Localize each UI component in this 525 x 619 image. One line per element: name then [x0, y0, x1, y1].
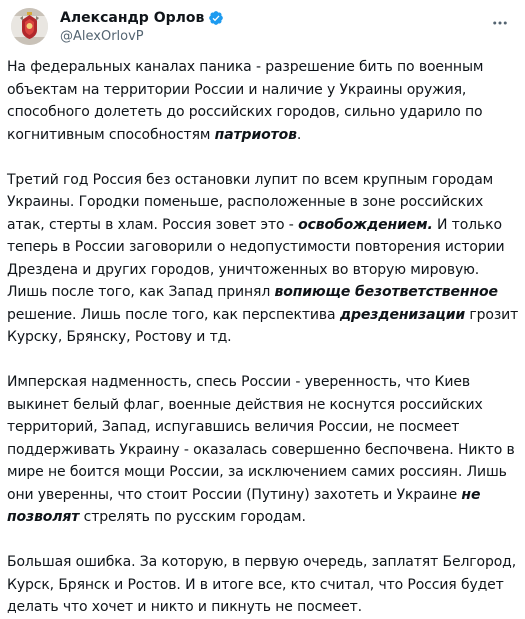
- text-segment: стрелять по русским городам.: [79, 509, 306, 525]
- text-segment: Третий год Россия без остановки лупит по всем крупным городам Украины. Городки поменьше, расположенные в зоне российских атак, стерты в хлам. Россия зовет это -: [7, 171, 494, 233]
- tweet-header: [0, 0, 525, 56]
- author-handle[interactable]: @AlexOrlovP: [60, 29, 144, 44]
- paragraph-2: [7, 169, 519, 349]
- paragraph-4: [7, 551, 519, 619]
- avatar-emblem-icon: [11, 8, 48, 45]
- text-segment: Большая ошибка. За которую, в первую очередь, заплатят Белгород, Курск, Брянск и Ростов. И в итоге все, кто считал, что Россия будет делать что хочет и никто и пикнуть не посмеет.: [7, 554, 517, 615]
- text-segment: .: [296, 126, 302, 143]
- emphasis-text: вопиюще безответственное: [274, 284, 498, 300]
- text-segment: грозит Курску, Брянску, Ростову и тд.: [7, 306, 519, 345]
- paragraph-1: [7, 56, 519, 146]
- paragraph-3: [7, 371, 519, 529]
- author-block: [60, 8, 224, 44]
- text-segment: И только теперь в России заговорили о недопустимости повторения истории Дрездена и других городов, уничтоженных во вторую мировую. Лишь после того, как Запад принял: [7, 216, 505, 300]
- emphasis-text: не позволят: [7, 486, 481, 525]
- tweet-text: [7, 56, 519, 619]
- emphasis-text: освобождением.: [298, 216, 433, 233]
- text-segment: На федеральных каналах паника - разрешение бить по военным объектам на территории России и наличие у Украины оружия, способного долететь до российских городов, сильно ударило по когнитивным способностям: [7, 59, 484, 143]
- text-segment: решение. Лишь после того, как перспектива: [7, 306, 340, 323]
- name-row: [60, 8, 224, 27]
- more-options-button[interactable]: [489, 12, 511, 34]
- emphasis-text: дрезденизации: [339, 306, 466, 323]
- verified-badge-icon: [208, 10, 224, 26]
- more-options-icon: [491, 14, 509, 32]
- avatar[interactable]: [11, 8, 48, 45]
- emphasis-text: патриотов: [214, 126, 297, 143]
- text-segment: Имперская надменность, спесь России - уверенность, что Киев выкинет белый флаг, военные действия не коснутся российских территорий, Запад, испугавшись величия России, не посмеет поддерживать Украину - оказалась совершенно беспочвена. Никто в мире не боится мощи России, за исключением самих россиян. Лишь они уверенны, что стоит России (Путину) захотеть и Украине: [7, 374, 515, 503]
- author-display-name[interactable]: Александр Орлов: [60, 9, 205, 26]
